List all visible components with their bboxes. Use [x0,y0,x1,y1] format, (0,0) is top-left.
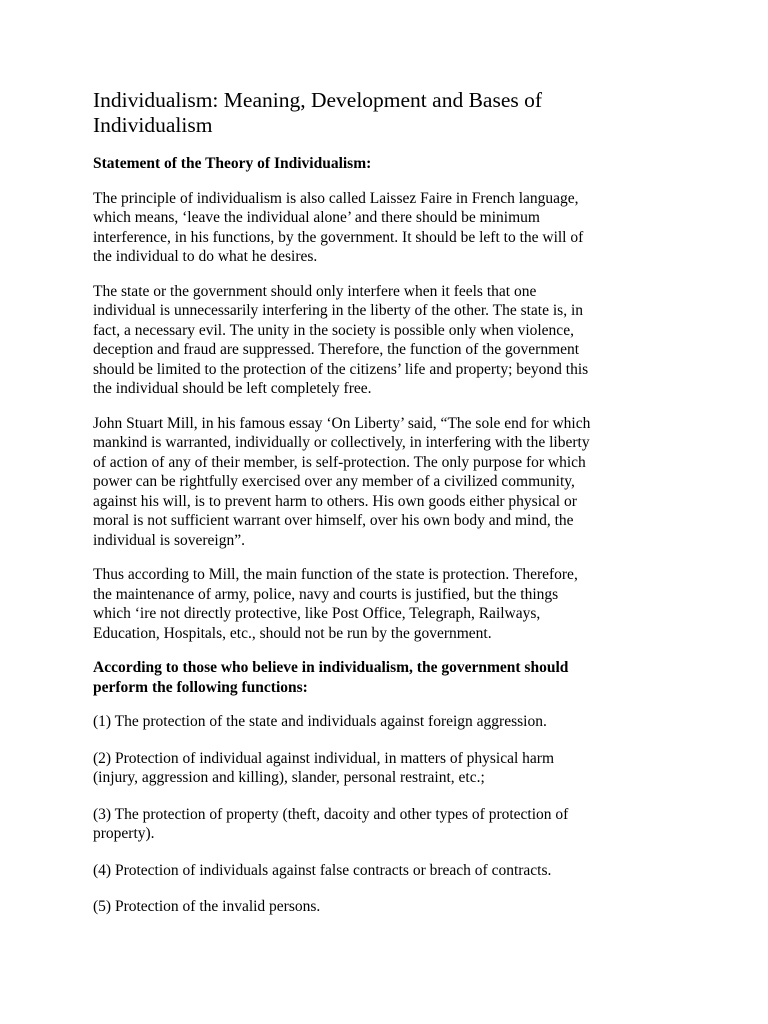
text-line: property). [93,825,155,842]
text-line: against his will, is to prevent harm to others. His own goods either physical or [93,492,577,510]
text-line: fact, a necessary evil. The unity in the society is possible only when violence, [93,321,574,339]
title-line: Individualism [93,113,213,137]
text-line: which ‘ire not directly protective, like Post Office, Telegraph, Railways, [93,605,541,622]
text-line: individual is sovereign”. [93,531,245,549]
text-line: interference, in his functions, by the government. It should be left to the will of [93,228,584,246]
text-line: power can be rightfully exercised over any member of a civilized community, [93,473,575,490]
text-line: Education, Hospitals, etc., should not be run by the government. [93,624,492,642]
paragraph-state-interference [93,282,683,399]
text-line: The state or the government should only interfere when it feels that one [93,282,537,300]
title-line: Individualism: Meaning, Development and Bases of [93,88,543,112]
text-line: (5) Protection of the invalid persons. [93,898,321,915]
section-heading: Statement of the Theory of Individualism: [93,155,372,172]
text-line: moral is not sufficient warrant over himself, over his own body and mind, the [93,512,574,529]
text-line: should be limited to the protection of the citizens’ life and property; beyond this [93,360,589,378]
heading-line: According to those who believe in individualism, the government should [93,659,569,676]
functions-heading [93,658,683,697]
function-item-3 [93,805,683,844]
text-line: the maintenance of army, police, navy and courts is justified, but the things [93,585,559,603]
text-line: deception and fraud are suppressed. Therefore, the function of the government [93,341,580,358]
text-line: the individual should be left completely free. [93,380,372,397]
text-line: John Stuart Mill, in his famous essay ‘On Liberty’ said, “The sole end for which [93,414,591,432]
text-line: which means, ‘leave the individual alone’ and there should be minimum [93,209,540,226]
function-item-5 [93,897,683,917]
document-title [93,88,683,138]
text-line: mankind is warranted, individually or collectively, in interfering with the liberty [93,434,590,451]
text-line: (4) Protection of individuals against false contracts or breach of contracts. [93,861,552,879]
paragraph-laissez-faire [93,189,683,267]
text-line: of action of any of their member, is self-protection. The only purpose for which [93,453,586,471]
text-line: Thus according to Mill, the main function of the state is protection. Therefore, [93,566,578,583]
paragraph-mill-protection [93,565,683,643]
function-item-2 [93,749,683,788]
document-page [93,88,683,934]
function-item-1 [93,712,683,732]
function-item-4 [93,861,683,881]
text-line: individual is unnecessarily interfering in the liberty of the other. The state is, in [93,302,583,319]
text-line: (2) Protection of individual against individual, in matters of physical harm [93,749,555,767]
text-line: the individual to do what he desires. [93,248,318,265]
paragraph-mill-quote [93,414,683,551]
text-line: The principle of individualism is also called Laissez Faire in French language, [93,189,579,207]
text-line: (injury, aggression and killing), slander, personal restraint, etc.; [93,769,485,786]
heading-line: perform the following functions: [93,678,308,696]
text-line: (3) The protection of property (theft, dacoity and other types of protection of [93,805,569,823]
text-line: (1) The protection of the state and individuals against foreign aggression. [93,713,547,730]
